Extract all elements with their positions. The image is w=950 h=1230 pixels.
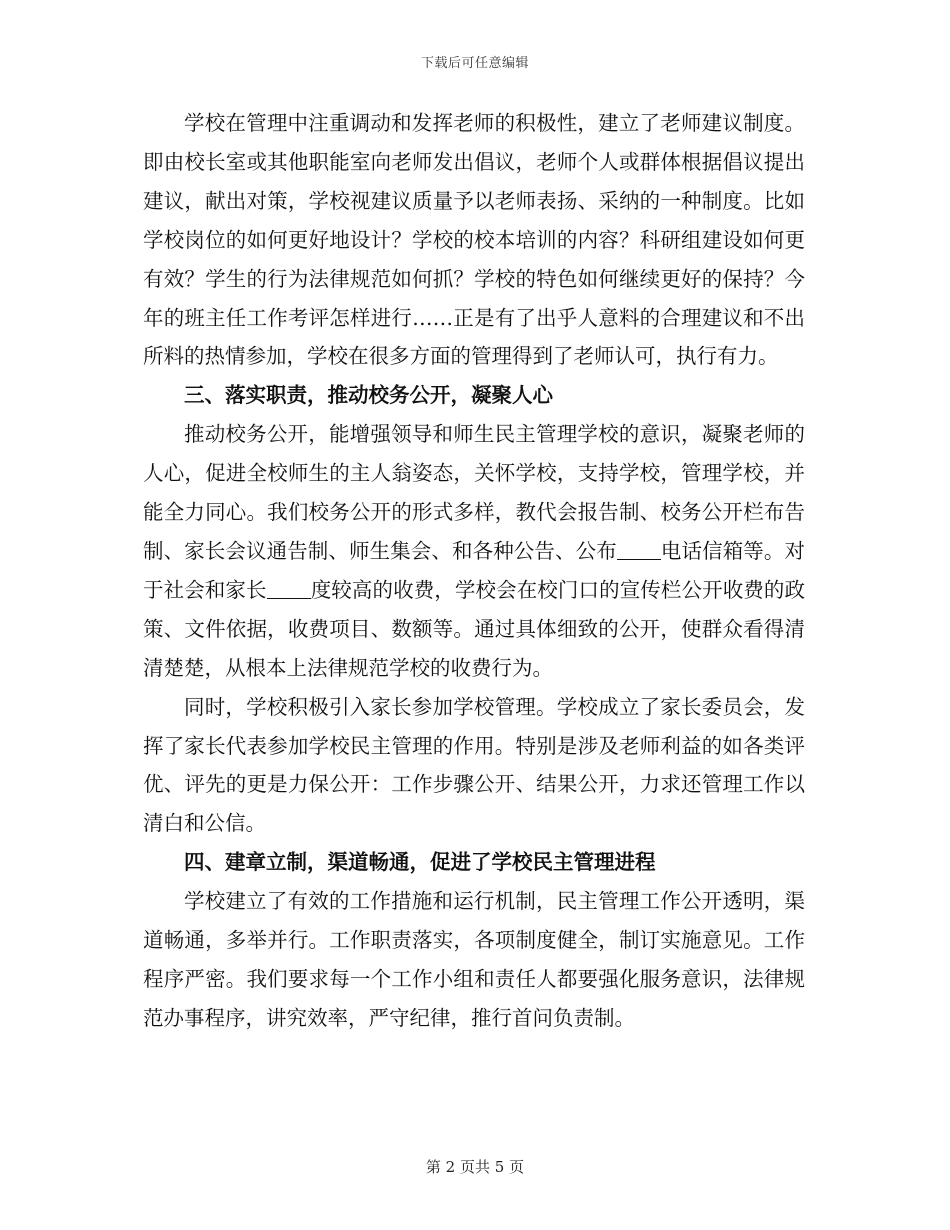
paragraph-work-mechanism: 学校建立了有效的工作措施和运行机制，民主管理工作公开透明，渠道畅通，多举并行。工作职责落实，各项制度健全，制订实施意见。工作程序严密。我们要求每一个工作小组和责任人都要强化服务意识，法律规范办事程序，讲究效率，严守纪律，推行首问负责制。 [143, 889, 805, 1030]
paragraph-text-part-a: 推动校务公开，能增强领导和师生民主管理学校的意识，凝聚老师的人心，促进全校师生的主人翁姿态，关怀学校，支持学校，管理学校，并能全力同心。我们校务公开的形式多样，教代会报告制、校务公开栏布告制、家长会议通告制、师生集会、和各种公告、公布 [143, 422, 805, 563]
document-body [143, 104, 805, 1038]
fill-in-blank [267, 577, 311, 599]
paragraph-teacher-suggestion-system: 学校在管理中注重调动和发挥老师的积极性，建立了老师建议制度。即由校长室或其他职能室向老师发出倡议，老师个人或群体根据倡议提出建议，献出对策，学校视建议质量予以老师表扬、采纳的一种制度。比如学校岗位的如何更好地设计？学校的校本培训的内容？科研组建设如何更有效？学生的行为法律规范如何抓？学校的特色如何继续更好的保持？今年的班主任工作考评怎样进行……正是有了出乎人意料的合理建议和不出所料的热情参加，学校在很多方面的管理得到了老师认可，执行有力。 [143, 111, 805, 369]
fill-in-blank [617, 538, 661, 560]
paragraph-school-affairs-openness [143, 415, 805, 687]
page-header-note: 下载后可任意编辑 [420, 56, 529, 71]
section-heading-four: 四、建章立制，渠道畅通，促进了学校民主管理进程 [184, 850, 656, 875]
paragraph-text-part-c: 度较高的收费，学校会在校门口的宣传栏公开收费的政策、文件依据，收费项目、数额等。通过具体细致的公开，使群众看得清清楚楚，从根本上法律规范学校的收费行为。 [143, 577, 806, 680]
section-heading-three: 三、落实职责，推动校务公开，凝聚人心 [184, 383, 553, 408]
page-number-footer: 第 2 页共 5 页 [425, 1158, 525, 1176]
paragraph-text-part-b: 电话信箱等。对于社会和家长 [143, 538, 806, 602]
paragraph-parent-participation: 同时，学校积极引入家长参加学校管理。学校成立了家长委员会，发挥了家长代表参加学校民主管理的作用。特别是涉及老师利益的如各类评优、评先的更是力保公开：工作步骤公开、结果公开，力求还管理工作以清白和公信。 [143, 694, 805, 836]
